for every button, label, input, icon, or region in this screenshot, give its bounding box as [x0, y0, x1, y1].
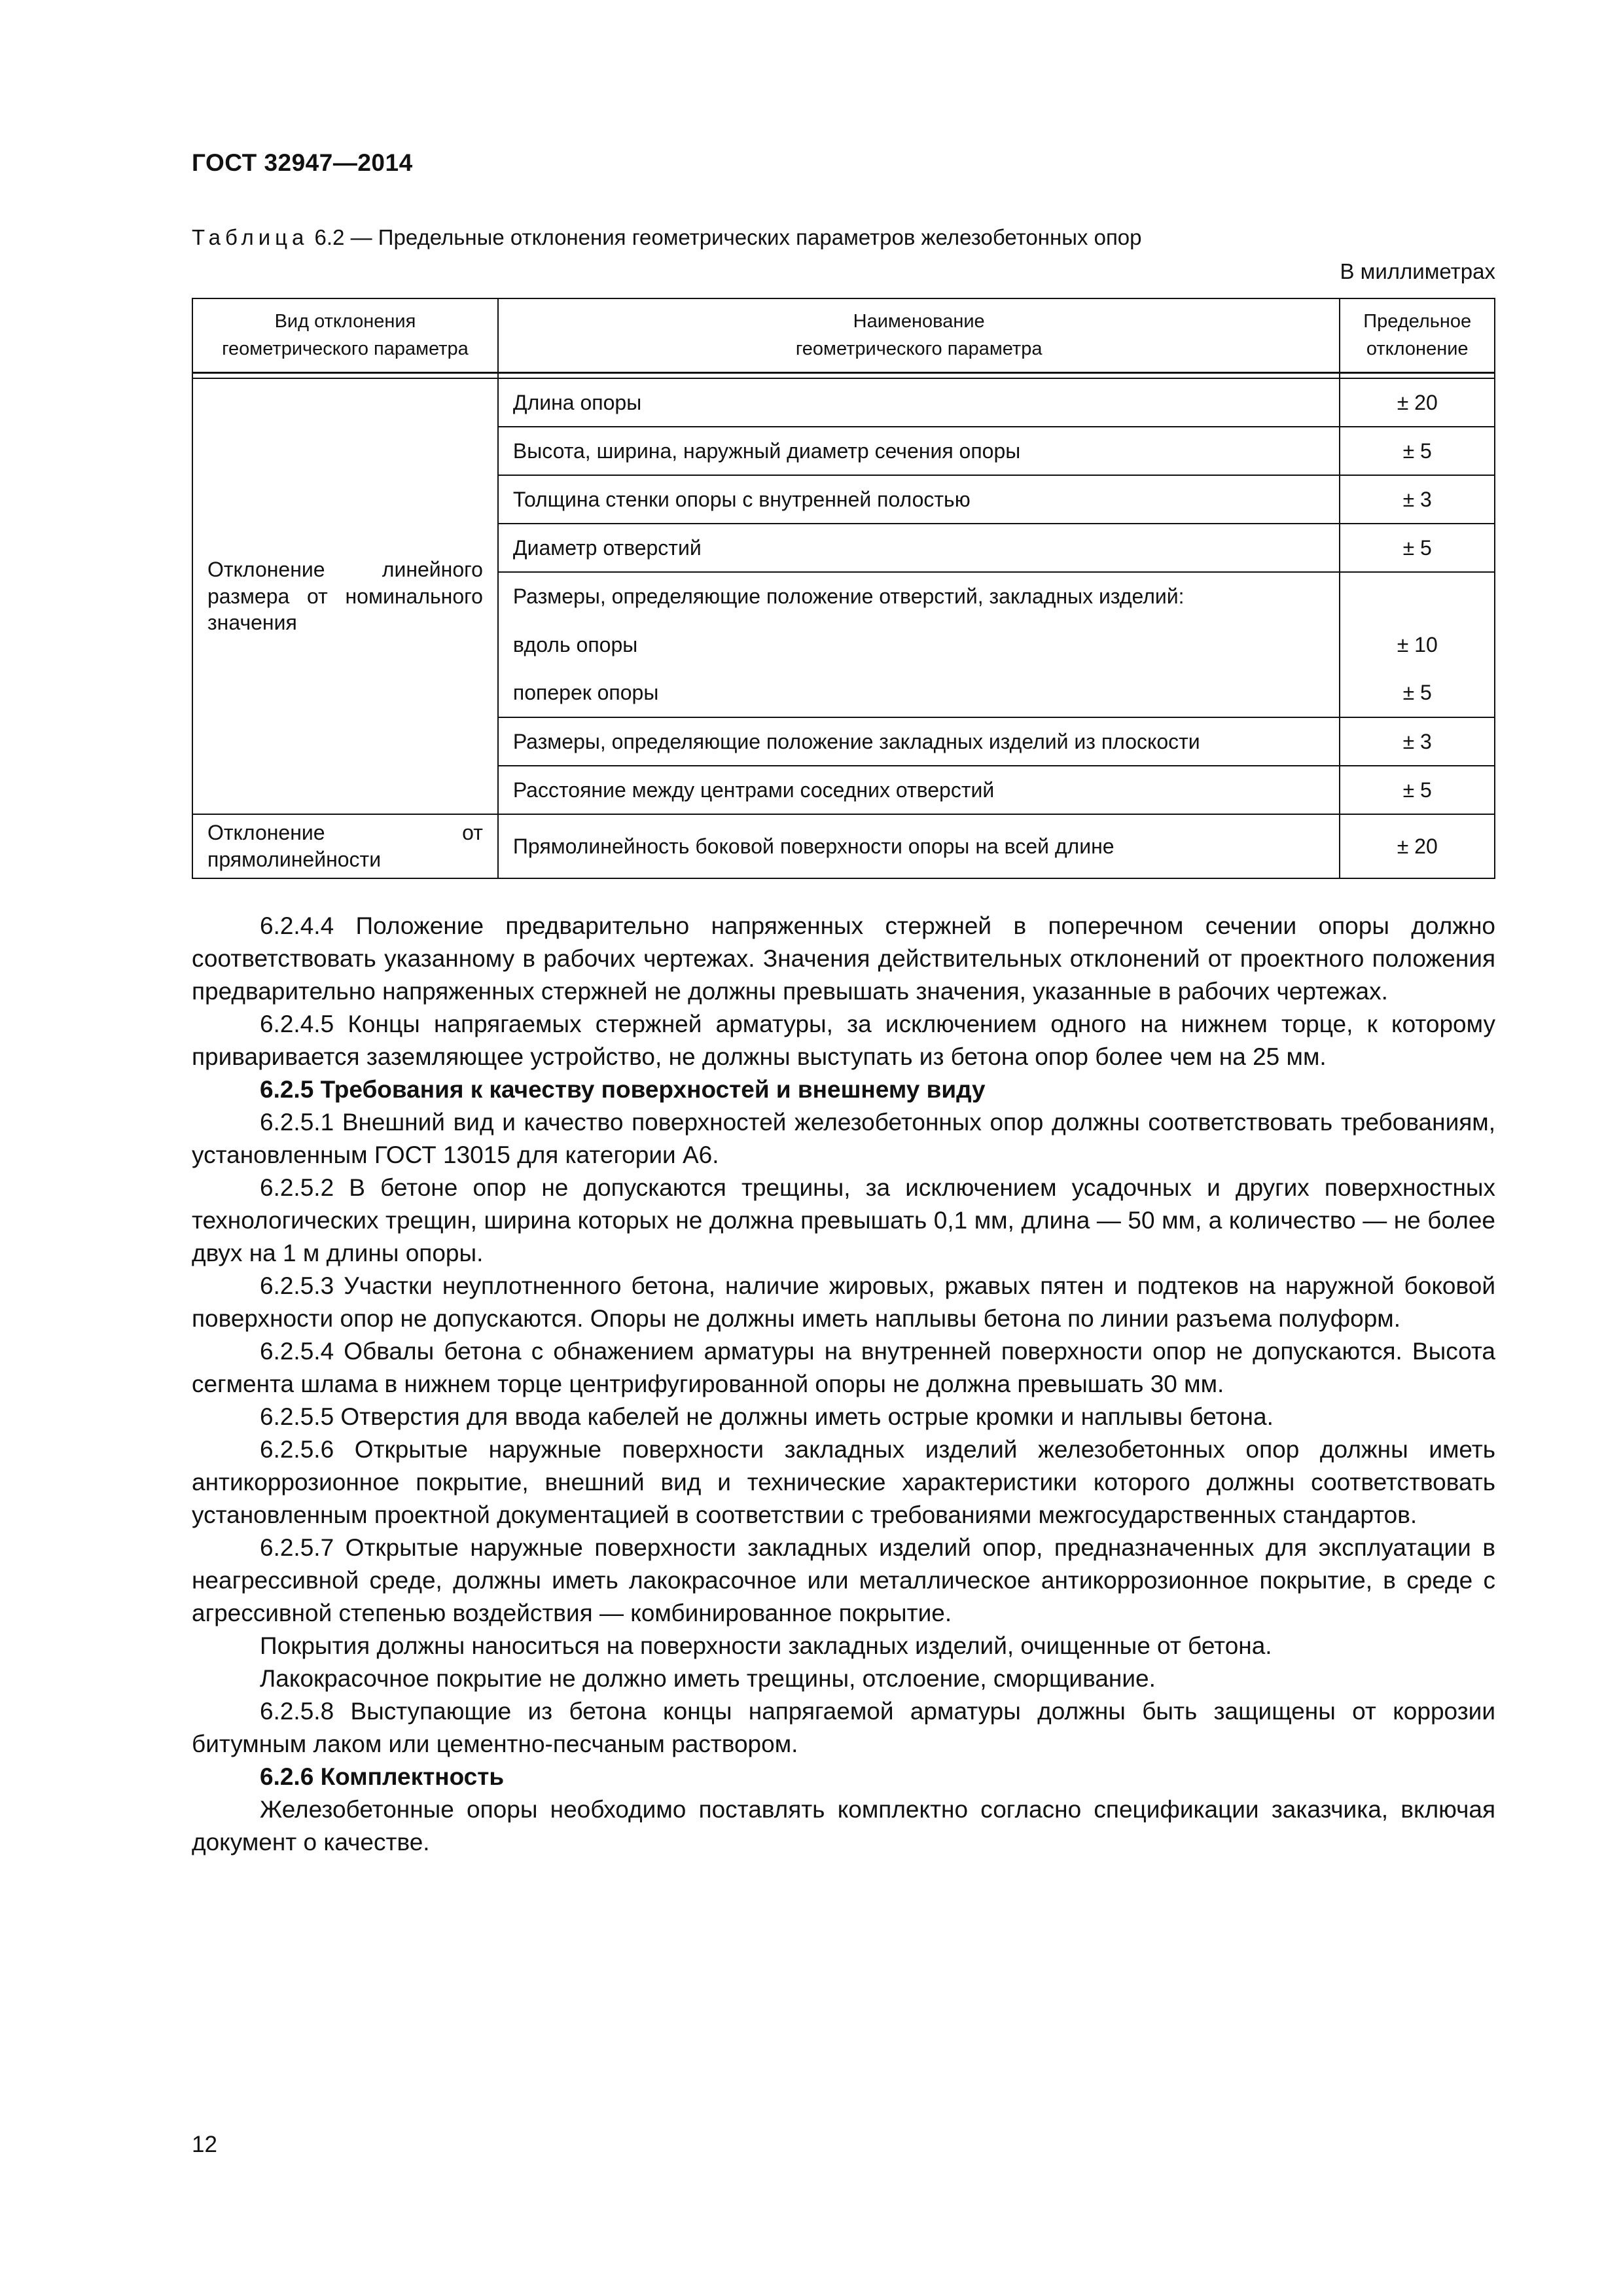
group-linear-deviation: Отклонение линейного размера от номинального значения — [192, 378, 498, 814]
body-text — [192, 910, 1495, 1859]
paragraph-6-2-5-4: 6.2.5.4 Обвалы бетона с обнажением арматуры на внутренней поверхности опор не допускаются. Высота сегмента шлама в нижнем торце центрифугированной опоры не должна превышать 30 мм. — [192, 1338, 1495, 1397]
paragraph-6-2-5-8: 6.2.5.8 Выступающие из бетона концы напрягаемой арматуры должны быть защищены от коррозии битумным лаком или цементно-песчаным раствором. — [192, 1698, 1495, 1757]
table-row — [192, 814, 1495, 878]
paragraph-6-2-4-5: 6.2.4.5 Концы напрягаемых стержней арматуры, за исключением одного на нижнем торце, к которому приваривается заземляющее устройство, не должны выступать из бетона опор более чем на 25 мм. — [192, 1011, 1495, 1070]
header-col2-line1: Наименование — [853, 311, 985, 332]
paragraph-6-2-5-2: 6.2.5.2 В бетоне опор не допускаются трещины, за исключением усадочных и других поверхностных технологических трещин, ширина которых не должна превышать 0,1 мм, длина — 50 мм, а количество — не более двух на 1 м длины опоры. — [192, 1174, 1495, 1266]
table-units: В миллиметрах — [1340, 259, 1495, 283]
deviation-table — [192, 298, 1495, 879]
header-deviation-type — [192, 298, 498, 373]
paragraph-paint-coating: Лакокрасочное покрытие не должно иметь трещины, отслоение, сморщивание. — [260, 1665, 1156, 1692]
row-value: ± 5 — [1340, 427, 1495, 475]
document-code: ГОСТ 32947—2014 — [192, 149, 413, 176]
paragraph-6-2-5-3: 6.2.5.3 Участки неуплотненного бетона, наличие жировых, ржавых пятен и подтеков на наружной боковой поверхности опор не допускаются. Опоры не должны иметь наплывы бетона по линии разъема полуформ. — [192, 1272, 1495, 1332]
row-name: Прямолинейность боковой поверхности опоры на всей длине — [498, 814, 1340, 878]
paragraph-6-2-4-4: 6.2.4.4 Положение предварительно напряженных стержней в поперечном сечении опоры должно соответствовать указанному в рабочих чертежах. Значения действительных отклонений от проектного положения предварительно напряженных стержней не должны превышать значения, указанные в рабочих чертежах. — [192, 912, 1495, 1005]
table-caption — [192, 225, 1142, 250]
row-name: Высота, ширина, наружный диаметр сечения опоры — [498, 427, 1340, 475]
row-name: Длина опоры — [498, 378, 1340, 427]
row-value: ± 3 — [1340, 717, 1495, 766]
row-value: ± 20 — [1340, 378, 1495, 427]
header-col3-line1: Предельное — [1363, 311, 1472, 332]
paragraph-completeness: Железобетонные опоры необходимо поставлять комплектно согласно спецификации заказчика, включая документ о качестве. — [192, 1796, 1495, 1856]
row-value: ± 5 — [1340, 669, 1495, 717]
page-number: 12 — [192, 2132, 217, 2157]
row-value — [1340, 572, 1495, 620]
table-caption-prefix: Таблица — [192, 225, 309, 249]
paragraph-coatings: Покрытия должны наноситься на поверхности закладных изделий, очищенные от бетона. — [260, 1632, 1272, 1659]
row-value: ± 20 — [1340, 814, 1495, 878]
group-straightness-deviation: Отклонение от прямолинейности — [192, 814, 498, 878]
row-name: Расстояние между центрами соседних отверстий — [498, 766, 1340, 814]
header-limit-deviation — [1340, 298, 1495, 373]
header-col3-line2: отклонение — [1366, 338, 1469, 359]
row-name: Толщина стенки опоры с внутренней полостью — [498, 475, 1340, 524]
row-name: Диаметр отверстий — [498, 524, 1340, 572]
row-value: ± 3 — [1340, 475, 1495, 524]
table-caption-text: 6.2 — Предельные отклонения геометрических параметров железобетонных опор — [308, 225, 1142, 249]
row-name: поперек опоры — [498, 669, 1340, 717]
header-col1-line1: Вид отклонения — [274, 311, 416, 332]
row-name: вдоль опоры — [498, 620, 1340, 669]
paragraph-6-2-5-6: 6.2.5.6 Открытые наружные поверхности закладных изделий железобетонных опор должны иметь антикоррозионное покрытие, внешний вид и технические характеристики которого должны соответствовать установленным проектной документацией в соответствии с требованиями межгосударственных стандартов. — [192, 1436, 1495, 1528]
row-value: ± 10 — [1340, 620, 1495, 669]
paragraph-6-2-5-1: 6.2.5.1 Внешний вид и качество поверхностей железобетонных опор должны соответствовать требованиям, установленным ГОСТ 13015 для категории А6. — [192, 1109, 1495, 1168]
header-col1-line2: геометрического параметра — [222, 338, 469, 359]
table-row — [192, 378, 1495, 427]
section-heading-6-2-6: 6.2.6 Комплектность — [260, 1763, 505, 1790]
paragraph-6-2-5-5: 6.2.5.5 Отверстия для ввода кабелей не должны иметь острые кромки и наплывы бетона. — [260, 1403, 1274, 1430]
header-col2-line2: геометрического параметра — [795, 338, 1043, 359]
table-header-row — [192, 298, 1495, 373]
row-name: Размеры, определяющие положение закладных изделий из плоскости — [498, 717, 1340, 766]
row-value: ± 5 — [1340, 766, 1495, 814]
section-heading-6-2-5: 6.2.5 Требования к качеству поверхностей и внешнему виду — [260, 1076, 986, 1103]
row-name: Размеры, определяющие положение отверстий, закладных изделий: — [498, 572, 1340, 620]
header-parameter-name — [498, 298, 1340, 373]
row-value: ± 5 — [1340, 524, 1495, 572]
paragraph-6-2-5-7: 6.2.5.7 Открытые наружные поверхности закладных изделий опор, предназначенных для эксплуатации в неагрессивной среде, должны иметь лакокрасочное или металлическое антикоррозионное покрытие, в среде с агрессивной степенью воздействия — комбинированное покрытие. — [192, 1534, 1495, 1626]
